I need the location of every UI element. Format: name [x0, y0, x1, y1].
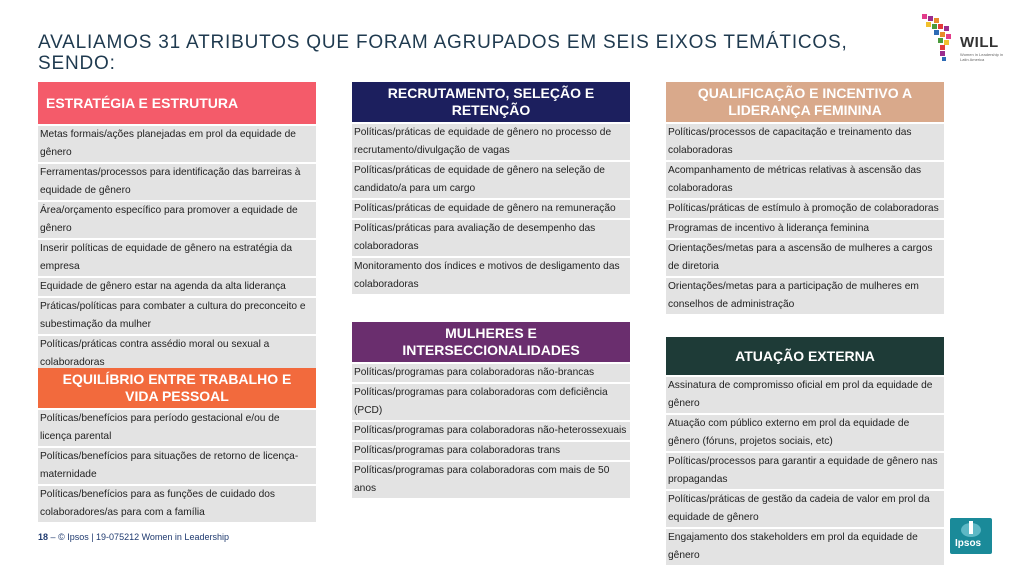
list-item: Políticas/práticas de equidade de gênero na remuneração [352, 200, 630, 218]
list-item: Engajamento dos stakeholders em prol da equidade de gênero [666, 529, 944, 565]
atuacao-items [666, 377, 944, 565]
list-item: Ferramentas/processos para identificação das barreiras à equidade de gênero [38, 164, 316, 200]
will-logo [918, 12, 1008, 72]
list-item: Assinatura de compromisso oficial em prol da equidade de gênero [666, 377, 944, 413]
qualificacao-items [666, 124, 944, 314]
page-number: 18 [38, 532, 49, 542]
list-item: Monitoramento dos índices e motivos de desligamento das colaboradoras [352, 258, 630, 294]
estrategia-items [38, 126, 316, 372]
section-header-equilibrio: EQUILÍBRIO ENTRE TRABALHO E VIDA PESSOAL [38, 368, 316, 408]
section-recrutamento [352, 82, 630, 296]
list-item: Políticas/programas para colaboradoras com deficiência (PCD) [352, 384, 630, 420]
section-header-qualificacao: QUALIFICAÇÃO E INCENTIVO A LIDERANÇA FEMININA [666, 82, 944, 122]
latin-america-map-icon [918, 12, 958, 64]
list-item: Políticas/processos para garantir a equidade de gênero nas propagandas [666, 453, 944, 489]
section-header-recrutamento: RECRUTAMENTO, SELEÇÃO E RETENÇÃO [352, 82, 630, 122]
recrutamento-items [352, 124, 630, 294]
list-item: Políticas/programas para colaboradoras não-heterossexuais [352, 422, 630, 440]
equilibrio-items [38, 410, 316, 522]
section-header-mulheres: MULHERES E INTERSECCIONALIDADES [352, 322, 630, 362]
page-title: AVALIAMOS 31 ATRIBUTOS QUE FORAM AGRUPADOS EM SEIS EIXOS TEMÁTICOS, SENDO: [38, 32, 848, 74]
ipsos-logo [950, 518, 992, 554]
section-mulheres [352, 322, 630, 500]
list-item: Políticas/práticas de estímulo à promoção de colaboradoras [666, 200, 944, 218]
list-item: Equidade de gênero estar na agenda da alta liderança [38, 278, 316, 296]
list-item: Políticas/práticas de equidade de gênero no processo de recrutamento/divulgação de vagas [352, 124, 630, 160]
section-header-estrategia: ESTRATÉGIA E ESTRUTURA [38, 82, 316, 124]
list-item: Políticas/práticas de gestão da cadeia de valor em prol da equidade de gênero [666, 491, 944, 527]
section-atuacao [666, 337, 944, 567]
list-item: Metas formais/ações planejadas em prol da equidade de gênero [38, 126, 316, 162]
list-item: Acompanhamento de métricas relativas à ascensão das colaboradoras [666, 162, 944, 198]
list-item: Políticas/benefícios para as funções de cuidado dos colaboradores/as para com a família [38, 486, 316, 522]
ipsos-mark-icon [950, 518, 992, 538]
footer-text: © Ipsos | 19-075212 Women in Leadership [58, 532, 229, 542]
list-item: Políticas/benefícios para período gestacional e/ou de licença parental [38, 410, 316, 446]
list-item: Políticas/benefícios para situações de retorno de licença-maternidade [38, 448, 316, 484]
list-item: Políticas/práticas contra assédio moral ou sexual a colaboradoras [38, 336, 316, 372]
mulheres-items [352, 364, 630, 498]
list-item: Atuação com público externo em prol da equidade de gênero (fóruns, projetos sociais, etc) [666, 415, 944, 451]
list-item: Políticas/programas para colaboradoras não-brancas [352, 364, 630, 382]
footer-separator: – [50, 532, 56, 542]
section-equilibrio [38, 368, 316, 524]
list-item: Orientações/metas para a ascensão de mulheres a cargos de diretoria [666, 240, 944, 276]
list-item: Inserir políticas de equidade de gênero na estratégia da empresa [38, 240, 316, 276]
section-qualificacao [666, 82, 944, 316]
list-item: Políticas/práticas para avaliação de desempenho das colaboradoras [352, 220, 630, 256]
list-item: Políticas/processos de capacitação e treinamento das colaboradoras [666, 124, 944, 160]
ipsos-logo-text: Ipsos [955, 538, 982, 549]
list-item: Orientações/metas para a participação de mulheres em conselhos de administração [666, 278, 944, 314]
list-item: Políticas/programas para colaboradoras trans [352, 442, 630, 460]
will-logo-subtitle: Women in Leadership in Latin America [960, 52, 1004, 62]
list-item: Práticas/políticas para combater a cultura do preconceito e subestimação da mulher [38, 298, 316, 334]
list-item: Área/orçamento específico para promover a equidade de gênero [38, 202, 316, 238]
list-item: Políticas/programas para colaboradoras com mais de 50 anos [352, 462, 630, 498]
list-item: Programas de incentivo à liderança feminina [666, 220, 944, 238]
footer [38, 532, 229, 542]
list-item: Políticas/práticas de equidade de gênero na seleção de candidato/a para um cargo [352, 162, 630, 198]
section-header-atuacao: ATUAÇÃO EXTERNA [666, 337, 944, 375]
section-estrategia [38, 82, 316, 374]
will-logo-text: WILL [960, 34, 999, 51]
